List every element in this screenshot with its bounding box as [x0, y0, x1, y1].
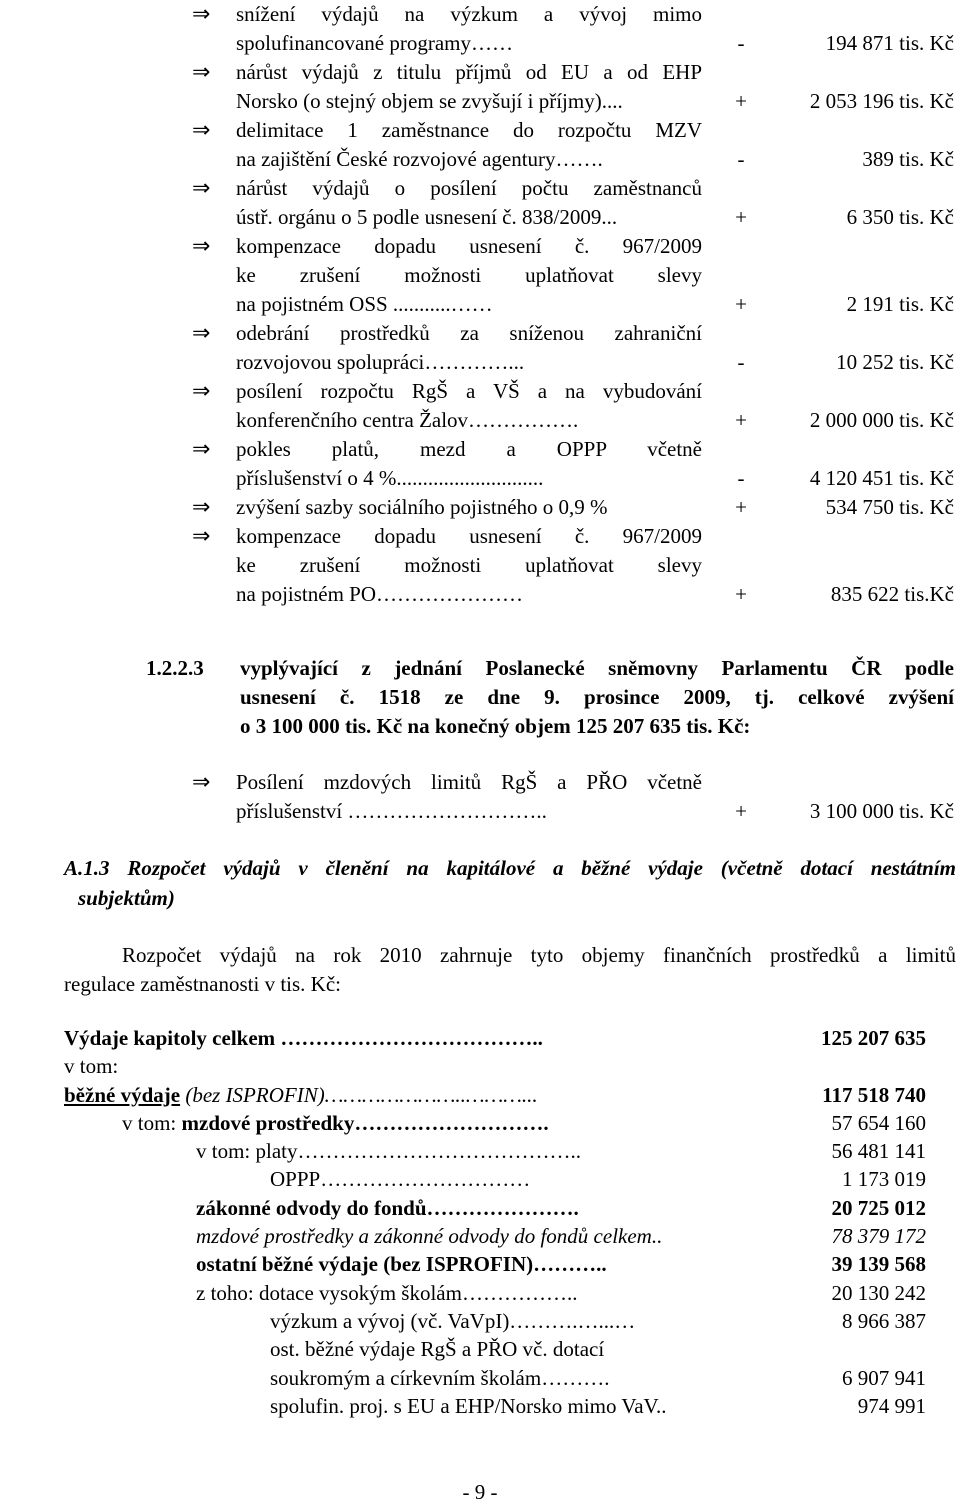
table-row [0, 1307, 960, 1335]
list-item-text: zvýšení sazby sociálního pojistného o 0,9 % [236, 495, 608, 519]
paragraph-line: regulace zaměstnanosti v tis. Kč: [64, 972, 341, 996]
double-arrow-icon: ⇒ [192, 2, 211, 27]
change-sign: + [735, 89, 747, 113]
list-item-text: delimitace 1 zaměstnance do rozpočtu MZV [236, 118, 702, 142]
double-arrow-icon: ⇒ [192, 321, 211, 346]
intro-paragraph [64, 941, 956, 999]
row-label: soukromým a církevním školám………. [270, 1365, 610, 1390]
row-label: spolufin. proj. s EU a EHP/Norsko mimo VaV.. [270, 1393, 667, 1418]
double-arrow-icon: ⇒ [192, 524, 211, 549]
change-sign: - [737, 466, 745, 490]
list-item-text: konferenčního centra Žalov……………. [236, 408, 579, 432]
double-arrow-icon: ⇒ [192, 60, 211, 85]
list-item-text: na pojistném PO………………… [236, 582, 523, 606]
change-amount: 6 350 tis. Kč [846, 205, 954, 229]
change-sign: + [735, 205, 747, 229]
row-label: v tom: platy………………………………….. [196, 1139, 581, 1164]
list-item-text: nárůst výdajů o posílení počtu zaměstnanců [236, 176, 702, 200]
row-value: 974 991 [857, 1393, 926, 1418]
table-row [0, 1024, 960, 1052]
row-label: z toho: dotace vysokým školám…………….. [196, 1280, 578, 1305]
row-value: 125 207 635 [821, 1026, 926, 1050]
list-item-text: ústř. orgánu o 5 podle usnesení č. 838/2009... [236, 205, 618, 229]
change-amount: 2 000 000 tis. Kč [809, 408, 954, 432]
list-item-text: posílení rozpočtu RgŠ a VŠ a na vybudování [236, 379, 702, 403]
table-row [0, 1250, 960, 1278]
budget-changes-list [0, 0, 960, 609]
section-heading [64, 853, 956, 913]
list-item-text: na zajištění České rozvojové agentury……. [236, 147, 603, 171]
change-amount: 2 053 196 tis. Kč [809, 89, 954, 113]
change-sign: + [735, 292, 747, 316]
list-item-text: rozvojovou spolupráci…………... [236, 350, 525, 374]
change-sign: + [735, 408, 747, 432]
list-item [0, 522, 960, 609]
table-row [0, 1335, 960, 1363]
change-amount: 10 252 tis. Kč [836, 350, 954, 374]
heading-line: o 3 100 000 tis. Kč na konečný objem 125 207 635 tis. Kč: [240, 714, 751, 738]
table-row [0, 1165, 960, 1193]
list-item-text: odebrání prostředků za sníženou zahraniční [236, 321, 702, 345]
row-label: mzdové prostředky a zákonné odvody do fondů celkem.. [196, 1224, 663, 1249]
subsection-number: 1.2.2.3 [146, 656, 204, 680]
page-number: - 9 - [462, 1480, 498, 1504]
change-sign: + [735, 582, 747, 606]
list-item-text: snížení výdajů na výzkum a vývoj mimo [236, 2, 702, 26]
row-label: výzkum a vývoj (vč. VaVpI)……….…...… [270, 1308, 636, 1333]
row-label: v tom: [64, 1054, 119, 1079]
list-item [0, 319, 960, 377]
expenditure-table [0, 1024, 960, 1420]
double-arrow-icon: ⇒ [192, 118, 211, 143]
list-item-text: spolufinancované programy…… [236, 31, 514, 55]
list-item-text: ke zrušení možnosti uplatňovat slevy [236, 263, 702, 287]
change-amount: 389 tis. Kč [862, 147, 954, 171]
row-value: 8 966 387 [842, 1308, 926, 1333]
row-value: 20 725 012 [831, 1195, 926, 1220]
table-row [0, 1137, 960, 1165]
row-label: zákonné odvody do fondů…………………. [196, 1195, 579, 1220]
section-heading-line: A.1.3 Rozpočet výdajů v členění na kapitálové a běžné výdaje (včetně dotací nestátním [64, 856, 956, 880]
list-item [0, 377, 960, 435]
list-item [0, 58, 960, 116]
row-value: 1 173 019 [842, 1167, 926, 1192]
list-item [0, 174, 960, 232]
double-arrow-icon: ⇒ [192, 379, 211, 404]
change-amount: 3 100 000 tis. Kč [809, 799, 954, 823]
row-value: 57 654 160 [831, 1110, 926, 1135]
section-heading-line: subjektům) [78, 886, 175, 910]
row-label: ostatní běžné výdaje (bez ISPROFIN)……….. [196, 1252, 607, 1277]
row-value: 20 130 242 [831, 1280, 926, 1305]
row-value: 117 518 740 [822, 1082, 926, 1107]
change-amount: 835 622 tis.Kč [830, 582, 954, 606]
table-row [0, 1052, 960, 1080]
change-amount: 194 871 tis. Kč [825, 31, 954, 55]
double-arrow-icon: ⇒ [192, 495, 211, 520]
change-sign: - [737, 350, 745, 374]
list-item [0, 435, 960, 493]
row-label: běžné výdaje (bez ISPROFIN)…………………..………... [64, 1082, 538, 1107]
change-sign: - [737, 31, 745, 55]
heading-line: vyplývající z jednání Poslanecké sněmovny Parlamentu ČR podle [240, 656, 954, 680]
list-item-text: příslušenství ……………………….. [236, 799, 547, 823]
change-amount: 2 191 tis. Kč [846, 292, 954, 316]
row-label: Výdaje kapitoly celkem ……………………………….. [64, 1026, 543, 1050]
row-label: ost. běžné výdaje RgŠ a PŘO vč. dotací [270, 1337, 605, 1362]
list-item-text: ke zrušení možnosti uplatňovat slevy [236, 553, 702, 577]
paragraph-line: Rozpočet výdajů na rok 2010 zahrnuje tyto objemy finančních prostředků a limitů [122, 943, 956, 967]
table-row [0, 1364, 960, 1392]
list-item [0, 232, 960, 319]
list-item [0, 116, 960, 174]
list-item [0, 768, 960, 826]
double-arrow-icon: ⇒ [192, 176, 211, 201]
subsection-heading [146, 654, 954, 741]
heading-line: usnesení č. 1518 ze dne 9. prosince 2009, tj. celkové zvýšení [240, 685, 954, 709]
change-sign: + [735, 495, 747, 519]
table-row [0, 1279, 960, 1307]
table-row [0, 1081, 960, 1109]
list-item [0, 493, 960, 522]
table-row [0, 1392, 960, 1420]
row-value: 6 907 941 [842, 1365, 926, 1390]
list-item-text: pokles platů, mezd a OPPP včetně [236, 437, 702, 461]
list-item-text: příslušenství o 4 %............................ [236, 466, 544, 490]
list-item-text: kompenzace dopadu usnesení č. 967/2009 [236, 234, 702, 258]
list-item-text: kompenzace dopadu usnesení č. 967/2009 [236, 524, 702, 548]
list-item-text: na pojistném OSS ...........…… [236, 292, 493, 316]
double-arrow-icon: ⇒ [192, 437, 211, 462]
double-arrow-icon: ⇒ [192, 770, 211, 795]
change-sign: + [735, 799, 747, 823]
change-amount: 4 120 451 tis. Kč [809, 466, 954, 490]
change-amount: 534 750 tis. Kč [825, 495, 954, 519]
double-arrow-icon: ⇒ [192, 234, 211, 259]
row-value: 39 139 568 [831, 1252, 926, 1277]
list-item-text: nárůst výdajů z titulu příjmů od EU a od EHP [236, 60, 702, 84]
list-item-text: Norsko (o stejný objem se zvyšují i příjmy).... [236, 89, 623, 113]
list-item [0, 0, 960, 58]
row-label: v tom: mzdové prostředky………………………. [122, 1110, 549, 1135]
table-row [0, 1109, 960, 1137]
change-sign: - [737, 147, 745, 171]
row-label: OPPP………………………… [270, 1167, 531, 1192]
parliament-changes-list [0, 768, 960, 826]
list-item-text: Posílení mzdových limitů RgŠ a PŘO včetně [236, 770, 702, 794]
row-value: 56 481 141 [831, 1139, 926, 1164]
row-value: 78 379 172 [831, 1224, 926, 1249]
table-row [0, 1194, 960, 1222]
table-row [0, 1222, 960, 1250]
